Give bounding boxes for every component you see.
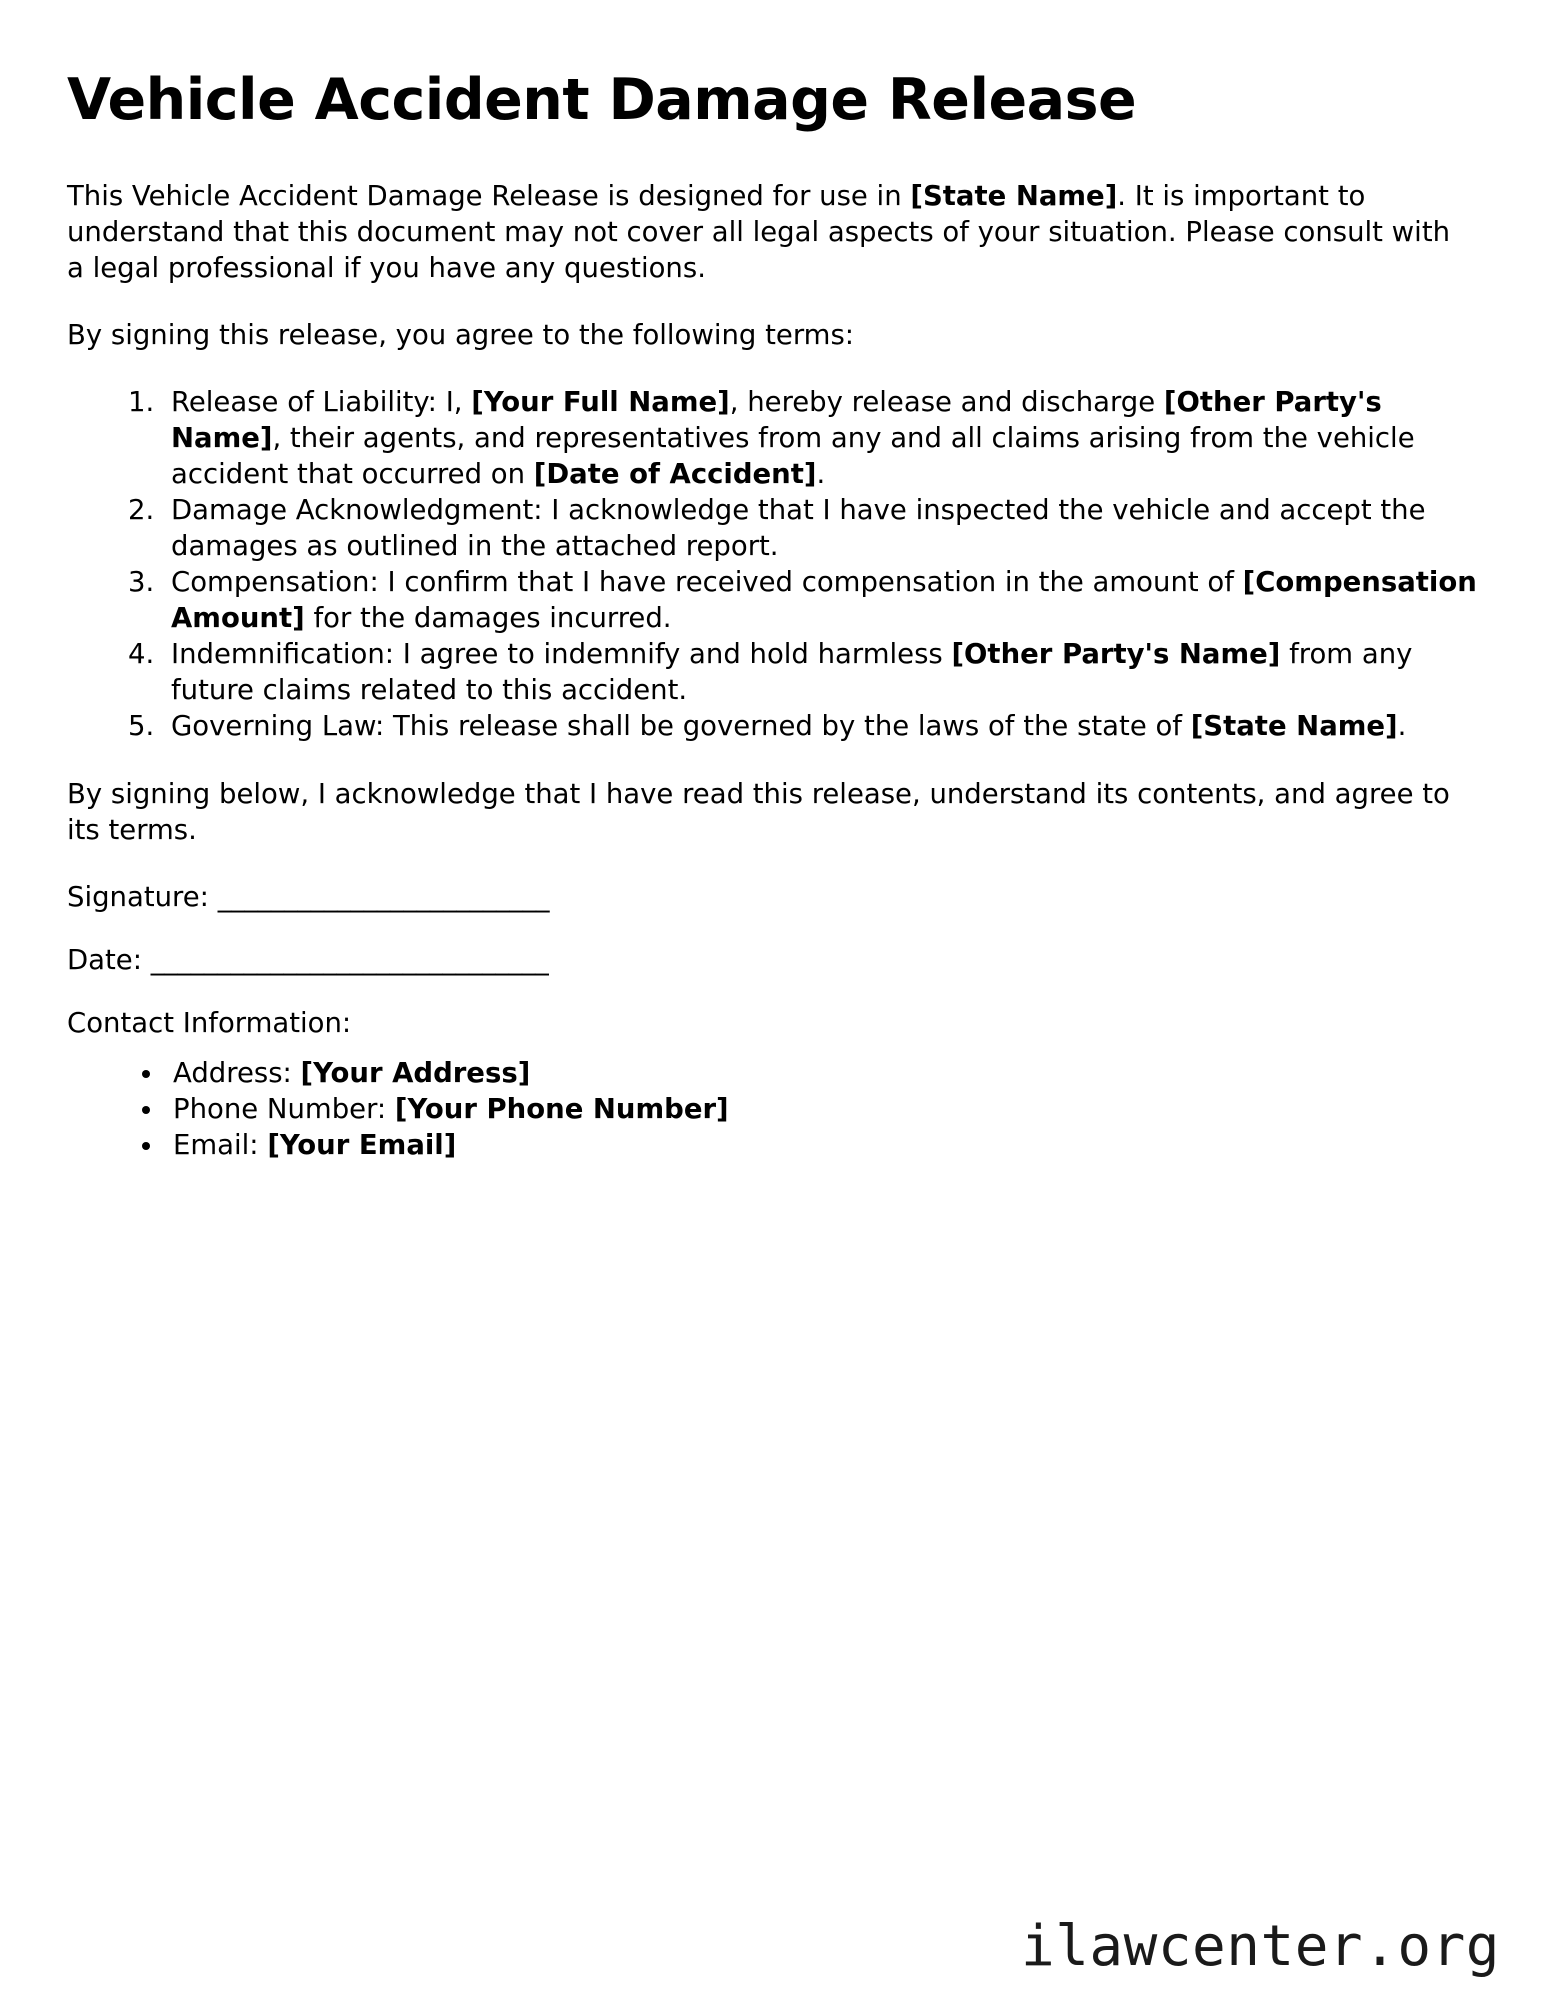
term-1-text-c: , hereby release and discharge	[729, 385, 1164, 418]
compensation-amount-placeholder: [Compensation Amount]	[171, 565, 1477, 634]
other-party-name-placeholder: [Other Party's Name]	[171, 385, 1382, 454]
intro-text-part-1: This Vehicle Accident Damage Release is designed for use in	[67, 179, 911, 212]
term-4-text-a: Indemnification: I agree to indemnify and hold harmless	[171, 637, 952, 670]
date-label: Date:	[67, 943, 151, 976]
state-name-placeholder-2: [State Name]	[1190, 709, 1398, 742]
term-item-1	[163, 384, 1484, 492]
your-email-placeholder: [Your Email]	[267, 1128, 457, 1161]
terms-list	[67, 384, 1484, 744]
term-3-text-c: for the damages incurred.	[304, 601, 672, 634]
date-blank[interactable]: ______________________________	[150, 943, 549, 976]
contact-information-heading: Contact Information:	[67, 1006, 352, 1039]
your-address-placeholder: [Your Address]	[300, 1056, 531, 1089]
term-1-text-d: , their agents, and representatives from any and all claims arising from the vehicle accident that occurred on	[171, 421, 1415, 490]
your-phone-number-placeholder: [Your Phone Number]	[394, 1092, 729, 1125]
acknowledgment-paragraph: By signing below, I acknowledge that I have read this release, understand its contents, and agree to its terms.	[67, 777, 1450, 846]
intro-text-part-2: . It is important to understand that this document may not cover all legal aspects of your situation. Please consult with a legal professional if you have any questions.	[67, 179, 1451, 284]
term-1-text-a: Release of Liability: I,	[171, 385, 472, 418]
phone-label: Phone Number:	[173, 1092, 395, 1125]
term-item-2	[163, 492, 1484, 564]
contact-list	[67, 1055, 1484, 1163]
intro-paragraph	[67, 178, 1452, 286]
signature-field[interactable]	[67, 879, 1484, 915]
signature-blank[interactable]: _________________________	[217, 880, 549, 913]
term-item-4	[163, 636, 1484, 708]
term-item-3	[163, 564, 1484, 636]
contact-item-phone	[165, 1091, 1484, 1127]
term-item-5	[163, 708, 1484, 744]
state-name-placeholder: [State Name]	[910, 179, 1118, 212]
term-3-text-a: Compensation: I confirm that I have received compensation in the amount of	[171, 565, 1243, 598]
your-full-name-placeholder: [Your Full Name]	[471, 385, 730, 418]
signature-label: Signature:	[67, 880, 218, 913]
other-party-name-placeholder-2: [Other Party's Name]	[951, 637, 1281, 670]
site-watermark: ilawcenter.org	[1020, 1914, 1500, 1979]
term-5-text-c: .	[1397, 709, 1407, 742]
date-field[interactable]	[67, 942, 1484, 978]
date-of-accident-placeholder: [Date of Accident]	[533, 457, 817, 490]
terms-lead-in: By signing this release, you agree to the following terms:	[67, 318, 855, 351]
term-5-text-a: Governing Law: This release shall be governed by the laws of the state of	[171, 709, 1191, 742]
address-label: Address:	[173, 1056, 301, 1089]
page-title: Vehicle Accident Damage Release	[67, 67, 1137, 133]
email-label: Email:	[173, 1128, 268, 1161]
contact-item-email	[165, 1127, 1484, 1163]
contact-item-address	[165, 1055, 1484, 1091]
term-1-text-e: .	[816, 457, 826, 490]
term-2-text-a: Damage Acknowledgment: I acknowledge that I have inspected the vehicle and accept the damages as outlined in the attached report.	[171, 493, 1426, 562]
term-4-text-c: from any future claims related to this accident.	[171, 637, 1413, 706]
